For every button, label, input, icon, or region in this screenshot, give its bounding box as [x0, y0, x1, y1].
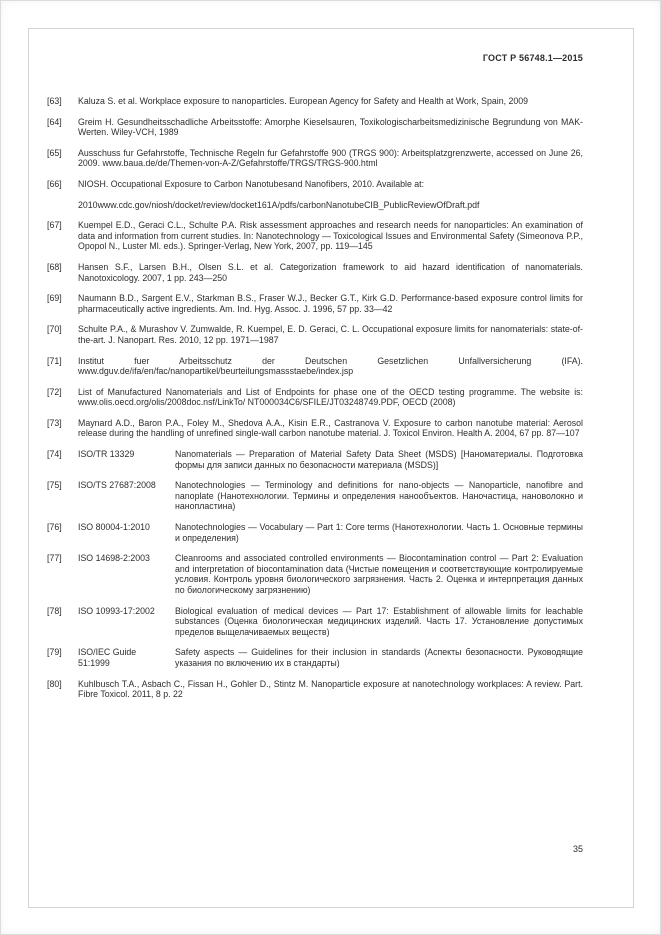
- reference-number: [74]: [47, 449, 62, 460]
- reference-number: [64]: [47, 116, 62, 127]
- reference-item: [47, 220, 583, 252]
- reference-number: [69]: [47, 293, 62, 304]
- reference-item: [47, 148, 583, 169]
- reference-paragraph: Hansen S.F., Larsen B.H., Olsen S.L. et al. Categorization framework to aid hazard identification of nanomaterials. Nanotoxicology. 2007, 1 pp. 243—250: [78, 261, 583, 283]
- reference-text: [78, 262, 583, 283]
- reference-paragraph: Institut fuer Arbeitsschutz der Deutschen Gesetzlichen Unfallversicherung (IFA). www.dguv.de/ifa/en/fac/nanopartikel/beurteilungsmassstaebe/index.jsp: [78, 355, 583, 377]
- reference-number: [72]: [47, 386, 62, 397]
- reference-item: [47, 679, 583, 700]
- reference-standard-label: ISO 10993-17:2002: [78, 605, 155, 616]
- reference-text: [78, 179, 583, 210]
- reference-item: [47, 449, 583, 470]
- reference-text: [175, 480, 583, 512]
- reference-paragraph: Kaluza S. et al. Workplace exposure to nanoparticles. European Agency for Safety and Health at Work, Spain, 2009: [78, 96, 529, 106]
- reference-number: [75]: [47, 480, 62, 491]
- reference-text: [78, 220, 583, 252]
- reference-text: [175, 449, 583, 470]
- reference-text: [175, 647, 583, 668]
- reference-paragraph: List of Manufactured Nanomaterials and List of Endpoints for phase one of the OECD testing programme. The website is: www.olis.oecd.org/olis/2008doc.nsf/LinkTo/ NT000034C6/SFILE/JT03248749.PDF, OECD (2008): [78, 386, 583, 408]
- reference-text: [78, 418, 583, 439]
- reference-paragraph: Cleanrooms and associated controlled environments — Biocontamination control — Part 2: Evaluation and interpretation of biocontamination data (Чистые помещения и соответствующие контролируемые условия. Контроль уровня биологического загрязнения. Часть 2. Оценка и интерпретация данных по биологическому загрязнению): [175, 553, 583, 595]
- reference-item: [47, 553, 583, 595]
- reference-item: [47, 324, 583, 345]
- reference-text: [78, 387, 583, 408]
- reference-text: [175, 553, 583, 595]
- reference-standard-label: ISO 80004-1:2010: [78, 522, 150, 533]
- reference-item: [47, 179, 583, 210]
- reference-text: [175, 522, 583, 543]
- reference-item: [47, 356, 583, 377]
- reference-paragraph: Naumann B.D., Sargent E.V., Starkman B.S., Fraser W.J., Becker G.T., Kirk G.D. Performance-based exposure control limits for pharmaceutically active ingredients. Am. Ind. Hyg. Assoc. J. 1996, 57 pp. 33—42: [78, 293, 583, 314]
- reference-number: [77]: [47, 553, 62, 564]
- reference-paragraph: Schulte P.A., & Murashov V. Zumwalde, R. Kuempel, E. D. Geraci, C. L. Occupational exposure limits for nanomaterials: state-of-the-art. J. Nanopart. Res. 2010, 12 pp. 1971—1987: [78, 324, 583, 345]
- reference-text: [78, 293, 583, 314]
- reference-number: [67]: [47, 220, 62, 231]
- reference-text: [78, 324, 583, 345]
- reference-item: [47, 117, 583, 138]
- reference-text: [78, 679, 583, 700]
- reference-item: [47, 606, 583, 638]
- reference-number: [63]: [47, 96, 62, 106]
- reference-paragraph: NIOSH. Occupational Exposure to Carbon Nanotubesand Nanofibers, 2010. Available at:: [78, 178, 425, 189]
- reference-standard-label: ISO 14698-2:2003: [78, 553, 150, 564]
- reference-text: [78, 148, 583, 169]
- reference-paragraph: 2010www.cdc.gov/niosh/docket/review/docket161A/pdfs/carbonNanotubeCIB_PublicReviewOfDraft.pdf: [78, 199, 480, 210]
- reference-number: [66]: [47, 178, 62, 189]
- reference-number: [80]: [47, 678, 62, 689]
- reference-item: [47, 647, 583, 668]
- reference-paragraph: Kuempel E.D., Geraci C.L., Schulte P.A. Risk assessment approaches and research needs for nanoparticles: An examination of data and information from current studies. In: Nanotechnology — Toxicological Issues and Environmental Safety (Simeonova P.P., Opopol N., Luster Ml. eds.). Springer-Verlag, New York, 2007, pp. 119—145: [78, 220, 583, 252]
- reference-paragraph: Greim H. Gesundheitsschadliche Arbeitsstoffe: Amorphe Kieselsauren, Toxikologischarbeitsmedizinische Begrundung von MAK-Werten. Wiley-VCH, 1989: [78, 116, 583, 138]
- page-number: 35: [572, 844, 583, 854]
- reference-number: [79]: [47, 647, 62, 658]
- reference-text: [78, 96, 583, 107]
- reference-text: [78, 356, 583, 377]
- reference-standard-label: ISO/IEC Guide 51:1999: [78, 647, 137, 668]
- reference-item: [47, 418, 583, 439]
- reference-number: [70]: [47, 324, 62, 335]
- reference-standard-label: ISO/TR 13329: [78, 449, 135, 460]
- reference-paragraph: Kuhlbusch T.A., Asbach C., Fissan H., Gohler D., Stintz M. Nanoparticle exposure at nanotechnology workplaces: A review. Part. Fibre Toxicol. 2011, 8 p. 22: [78, 678, 583, 700]
- reference-paragraph: Nanotechnologies — Vocabulary — Part 1: Core terms (Нанотехнологии. Часть 1. Основные термины и определения): [175, 522, 583, 543]
- reference-standard-label: ISO/TS 27687:2008: [78, 480, 156, 491]
- reference-text: [175, 606, 583, 638]
- reference-paragraph: Maynard A.D., Baron P.A., Foley M., Shedova A.A., Kisin E.R., Castranova V. Exposure to carbon nanotube material: Aerosol release during the handling of unrefined single-wall carbon nanotube material. J. Toxicol Environ. Health A. 2004, 67 pp. 87—107: [78, 417, 583, 439]
- reference-item: [47, 262, 583, 283]
- reference-item: [47, 522, 583, 543]
- reference-paragraph: Ausschuss fur Gefahrstoffe, Technische Regeln fur Gefahrstoffe 900 (TRGS 900): Arbeitsplatzgrenzwerte, accessed on June 26, 2009. www.baua.de/de/Themen-von-A-Z/Gefahrstoffe/TRGS/TRGS-900.html: [78, 147, 583, 169]
- reference-item: [47, 387, 583, 408]
- reference-item: [47, 480, 583, 512]
- reference-number: [73]: [47, 417, 62, 428]
- reference-number: [68]: [47, 261, 62, 272]
- reference-item: [47, 293, 583, 314]
- reference-text: [78, 117, 583, 138]
- reference-item: [47, 96, 583, 107]
- reference-number: [65]: [47, 147, 62, 158]
- reference-number: [71]: [47, 355, 62, 366]
- reference-paragraph: Nanotechnologies — Terminology and definitions for nano-objects — Nanoparticle, nanofibre and nanoplate (Нанотехнологии. Термины и определения нанообъектов. Наночастица, нановолокно и нанопластина): [175, 480, 583, 512]
- reference-number: [76]: [47, 522, 62, 533]
- reference-number: [78]: [47, 605, 62, 616]
- reference-paragraph: Safety aspects — Guidelines for their inclusion in standards (Аспекты безопасности. Руководящие указания по включению их в стандарты): [175, 647, 583, 668]
- reference-paragraph: Biological evaluation of medical devices — Part 17: Establishment of allowable limits for leachable substances (Оценка биологическая медицинских изделий. Часть 17. Установление допустимых пределов выщелачиваемых веществ): [175, 605, 583, 637]
- reference-paragraph: Nanomaterials — Preparation of Material Safety Data Sheet (MSDS) [Наноматериалы. Подготовка формы для записи данных по безопасности материала (MSDS)]: [175, 449, 583, 470]
- reference-list: [47, 96, 583, 710]
- document-code-header: ГОСТ Р 56748.1—2015: [482, 53, 583, 63]
